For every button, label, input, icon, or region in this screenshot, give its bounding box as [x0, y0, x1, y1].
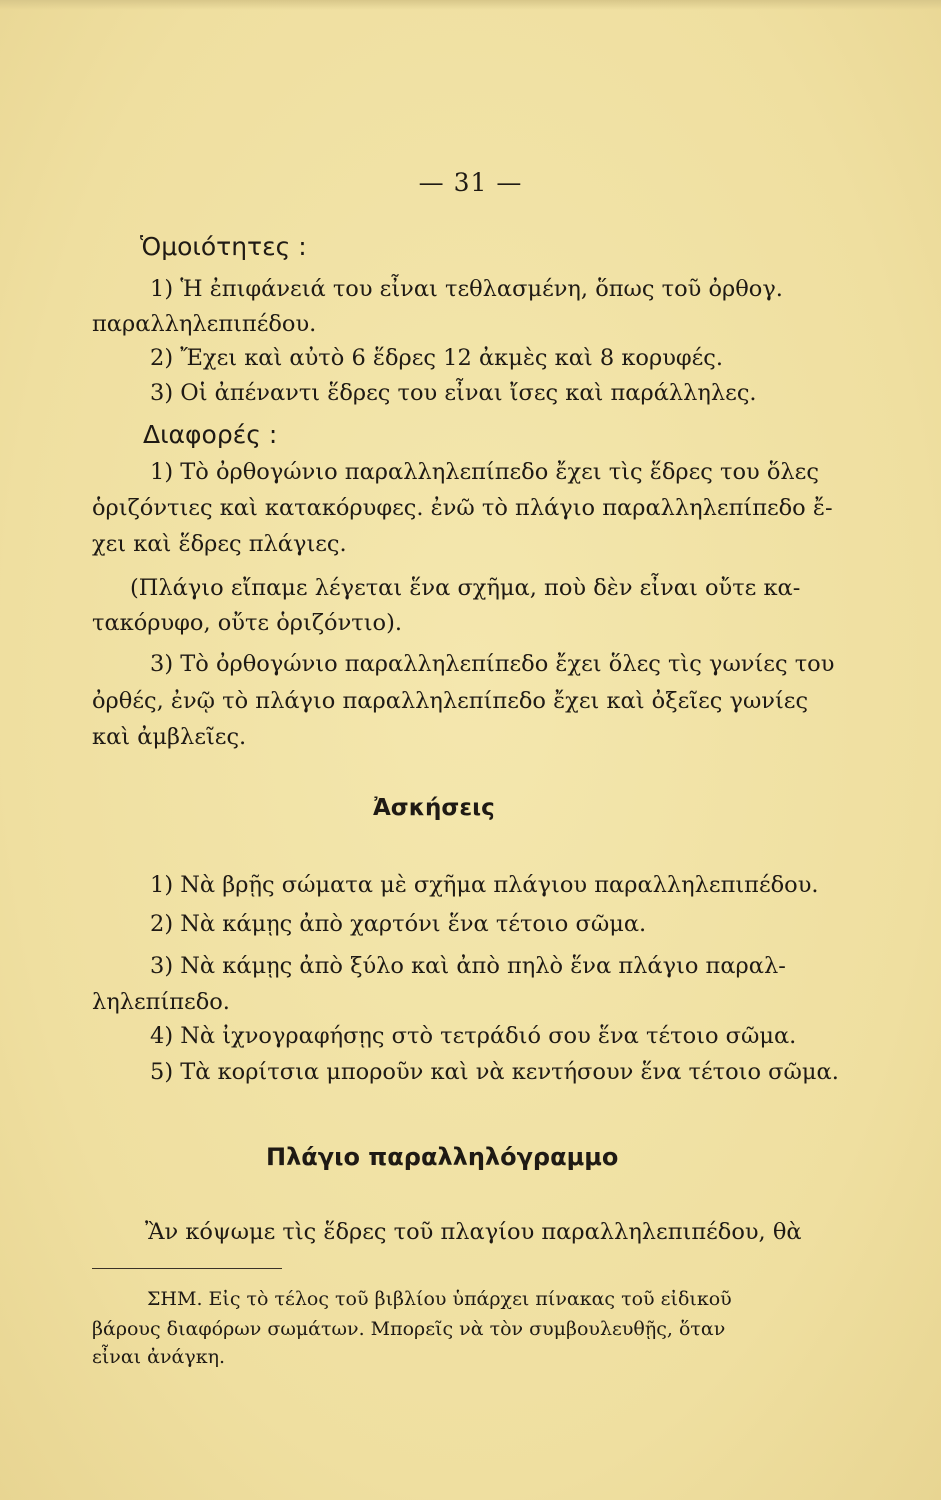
- similarities-line-1: 1) Ἡ ἐπιφάνειά του εἶναι τεθλασμένη, ὅπως τοῦ ὀρθογ.: [150, 276, 783, 302]
- differences-line-5: τακόρυφο, οὔτε ὁριζόντιο).: [92, 610, 403, 636]
- differences-heading: Διαφορές :: [143, 420, 278, 449]
- exercise-2: 2) Νὰ κάμῃς ἀπὸ χαρτόνι ἕνα τέτοιο σῶμα.: [150, 911, 647, 937]
- footnote-line-1: ΣΗΜ. Εἰς τὸ τέλος τοῦ βιβλίου ὑπάρχει πίνακας τοῦ εἰδικοῦ: [147, 1288, 732, 1310]
- exercise-3-continued: ληλεπίπεδο.: [92, 989, 230, 1015]
- footnote-line-2: βάρους διαφόρων σωμάτων. Μπορεῖς νὰ τὸν συμβουλευθῇς, ὅταν: [92, 1318, 726, 1340]
- differences-line-1: 1) Τὸ ὀρθογώνιο παραλληλεπίπεδο ἔχει τὶς ἕδρες του ὅλες: [150, 459, 819, 485]
- torn-top-edge: [0, 0, 941, 10]
- section-title: Πλάγιο παραλληλόγραμμο: [266, 1143, 619, 1171]
- exercise-3: 3) Νὰ κάμῃς ἀπὸ ξύλο καὶ ἀπὸ πηλὸ ἕνα πλάγιο παραλ-: [150, 953, 786, 979]
- differences-line-6: 3) Τὸ ὀρθογώνιο παραλληλεπίπεδο ἔχει ὅλες τὶς γωνίες του: [150, 651, 835, 677]
- similarities-line-3: 2) Ἔχει καὶ αὐτὸ 6 ἕδρες 12 ἀκμὲς καὶ 8 κορυφές.: [150, 345, 724, 371]
- differences-line-4: (Πλάγιο εἴπαμε λέγεται ἕνα σχῆμα, ποὺ δὲν εἶναι οὔτε κα-: [130, 575, 801, 601]
- similarities-line-4: 3) Οἱ ἀπέναντι ἕδρες του εἶναι ἴσες καὶ παράλληλες.: [150, 380, 757, 406]
- exercises-heading: Ἀσκήσεις: [373, 795, 495, 821]
- exercise-4: 4) Νὰ ἰχνογραφήσῃς στὸ τετράδιό σου ἕνα τέτοιο σῶμα.: [150, 1023, 797, 1049]
- paragraph-line-1: Ἂν κόψωμε τὶς ἕδρες τοῦ πλαγίου παραλληλεπιπέδου, θὰ: [145, 1219, 802, 1245]
- differences-line-3: χει καὶ ἕδρες πλάγιες.: [92, 531, 347, 557]
- footnote-line-3: εἶναι ἀνάγκη.: [92, 1346, 226, 1368]
- exercise-1: 1) Νὰ βρῇς σώματα μὲ σχῆμα πλάγιου παραλληλεπιπέδου.: [150, 872, 819, 898]
- exercise-5: 5) Τὰ κορίτσια μποροῦν καὶ νὰ κεντήσουν ἕνα τέτοιο σῶμα.: [150, 1059, 839, 1085]
- differences-line-2: ὁριζόντιες καὶ κατακόρυφες. ἐνῶ τὸ πλάγιο παραλληλεπίπεδο ἔ-: [92, 495, 833, 521]
- differences-line-8: καὶ ἀμβλεῖες.: [92, 724, 247, 750]
- similarities-heading: Ὁμοιότητες :: [140, 232, 307, 261]
- similarities-line-2: παραλληλεπιπέδου.: [92, 311, 317, 337]
- page-number: — 31 —: [418, 168, 523, 197]
- differences-line-7: ὀρθές, ἐνῷ τὸ πλάγιο παραλληλεπίπεδο ἔχει καὶ ὀξεῖες γωνίες: [92, 688, 809, 714]
- footnote-rule: [92, 1268, 282, 1269]
